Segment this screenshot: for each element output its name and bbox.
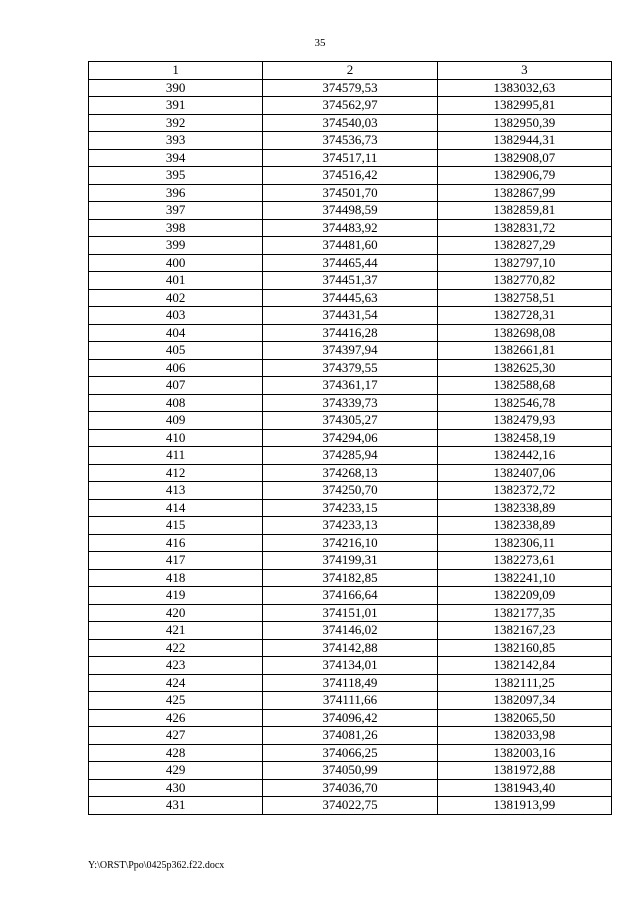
x-coordinate-cell: 374199,31 [263, 552, 437, 570]
x-coordinate-cell: 374216,10 [263, 534, 437, 552]
table-row [89, 307, 612, 325]
x-coordinate-cell: 374379,55 [263, 359, 437, 377]
table-row [89, 744, 612, 762]
table-row [89, 587, 612, 605]
point-number-cell: 429 [89, 762, 263, 780]
point-number-cell: 428 [89, 744, 263, 762]
point-number-cell: 422 [89, 639, 263, 657]
table-row [89, 692, 612, 710]
point-number-cell: 409 [89, 412, 263, 430]
y-coordinate-cell: 1382273,61 [437, 552, 611, 570]
point-number-cell: 405 [89, 342, 263, 360]
point-number-cell: 398 [89, 219, 263, 237]
y-coordinate-cell: 1382065,50 [437, 709, 611, 727]
point-number-cell: 425 [89, 692, 263, 710]
table-row [89, 709, 612, 727]
y-coordinate-cell: 1382458,19 [437, 429, 611, 447]
table-row [89, 97, 612, 115]
point-number-cell: 411 [89, 447, 263, 465]
table-row [89, 499, 612, 517]
y-coordinate-cell: 1382728,31 [437, 307, 611, 325]
y-coordinate-cell: 1382407,06 [437, 464, 611, 482]
table-row [89, 167, 612, 185]
point-number-cell: 402 [89, 289, 263, 307]
y-coordinate-cell: 1382797,10 [437, 254, 611, 272]
table-row [89, 517, 612, 535]
x-coordinate-cell: 374142,88 [263, 639, 437, 657]
x-coordinate-cell: 374096,42 [263, 709, 437, 727]
y-coordinate-cell: 1382859,81 [437, 202, 611, 220]
table-header-row [89, 62, 612, 80]
point-number-cell: 399 [89, 237, 263, 255]
x-coordinate-cell: 374431,54 [263, 307, 437, 325]
y-coordinate-cell: 1382944,31 [437, 132, 611, 150]
y-coordinate-cell: 1382625,30 [437, 359, 611, 377]
point-number-cell: 392 [89, 114, 263, 132]
y-coordinate-cell: 1382033,98 [437, 727, 611, 745]
coordinates-table [88, 61, 612, 815]
x-coordinate-cell: 374250,70 [263, 482, 437, 500]
x-coordinate-cell: 374540,03 [263, 114, 437, 132]
x-coordinate-cell: 374465,44 [263, 254, 437, 272]
x-coordinate-cell: 374050,99 [263, 762, 437, 780]
y-coordinate-cell: 1382906,79 [437, 167, 611, 185]
y-coordinate-cell: 1382338,89 [437, 499, 611, 517]
table-row [89, 272, 612, 290]
x-coordinate-cell: 374416,28 [263, 324, 437, 342]
table-row [89, 359, 612, 377]
table-row [89, 219, 612, 237]
x-coordinate-cell: 374233,13 [263, 517, 437, 535]
point-number-cell: 408 [89, 394, 263, 412]
table-row [89, 114, 612, 132]
y-coordinate-cell: 1382111,25 [437, 674, 611, 692]
table-row [89, 464, 612, 482]
table-row [89, 254, 612, 272]
point-number-cell: 416 [89, 534, 263, 552]
table-row [89, 604, 612, 622]
x-coordinate-cell: 374517,11 [263, 149, 437, 167]
y-coordinate-cell: 1382827,29 [437, 237, 611, 255]
x-coordinate-cell: 374579,53 [263, 79, 437, 97]
x-coordinate-cell: 374166,64 [263, 587, 437, 605]
x-coordinate-cell: 374498,59 [263, 202, 437, 220]
table-row [89, 797, 612, 815]
table-row [89, 674, 612, 692]
table-row [89, 289, 612, 307]
point-number-cell: 396 [89, 184, 263, 202]
column-header: 1 [89, 62, 263, 80]
y-coordinate-cell: 1382241,10 [437, 569, 611, 587]
x-coordinate-cell: 374066,25 [263, 744, 437, 762]
y-coordinate-cell: 1382661,81 [437, 342, 611, 360]
x-coordinate-cell: 374305,27 [263, 412, 437, 430]
y-coordinate-cell: 1382442,16 [437, 447, 611, 465]
table-row [89, 132, 612, 150]
table-row [89, 324, 612, 342]
point-number-cell: 419 [89, 587, 263, 605]
x-coordinate-cell: 374036,70 [263, 779, 437, 797]
x-coordinate-cell: 374294,06 [263, 429, 437, 447]
y-coordinate-cell: 1382479,93 [437, 412, 611, 430]
x-coordinate-cell: 374182,85 [263, 569, 437, 587]
footer-file-path: Y:\ORST\Ppo\0425p362.f22.docx [88, 860, 225, 871]
point-number-cell: 431 [89, 797, 263, 815]
point-number-cell: 423 [89, 657, 263, 675]
table-row [89, 184, 612, 202]
point-number-cell: 404 [89, 324, 263, 342]
table-row [89, 762, 612, 780]
table-row [89, 447, 612, 465]
point-number-cell: 421 [89, 622, 263, 640]
point-number-cell: 400 [89, 254, 263, 272]
x-coordinate-cell: 374111,66 [263, 692, 437, 710]
x-coordinate-cell: 374146,02 [263, 622, 437, 640]
table-row [89, 482, 612, 500]
point-number-cell: 424 [89, 674, 263, 692]
y-coordinate-cell: 1382097,34 [437, 692, 611, 710]
point-number-cell: 418 [89, 569, 263, 587]
point-number-cell: 420 [89, 604, 263, 622]
table-row [89, 412, 612, 430]
y-coordinate-cell: 1382177,35 [437, 604, 611, 622]
point-number-cell: 417 [89, 552, 263, 570]
x-coordinate-cell: 374339,73 [263, 394, 437, 412]
point-number-cell: 394 [89, 149, 263, 167]
point-number-cell: 395 [89, 167, 263, 185]
y-coordinate-cell: 1382698,08 [437, 324, 611, 342]
y-coordinate-cell: 1382338,89 [437, 517, 611, 535]
column-header: 2 [263, 62, 437, 80]
table-row [89, 569, 612, 587]
x-coordinate-cell: 374562,97 [263, 97, 437, 115]
y-coordinate-cell: 1382831,72 [437, 219, 611, 237]
x-coordinate-cell: 374481,60 [263, 237, 437, 255]
point-number-cell: 397 [89, 202, 263, 220]
y-coordinate-cell: 1381913,99 [437, 797, 611, 815]
x-coordinate-cell: 374118,49 [263, 674, 437, 692]
x-coordinate-cell: 374445,63 [263, 289, 437, 307]
point-number-cell: 430 [89, 779, 263, 797]
y-coordinate-cell: 1382758,51 [437, 289, 611, 307]
table-body [89, 79, 612, 814]
y-coordinate-cell: 1382306,11 [437, 534, 611, 552]
table-row [89, 727, 612, 745]
table-row [89, 149, 612, 167]
y-coordinate-cell: 1382950,39 [437, 114, 611, 132]
x-coordinate-cell: 374516,42 [263, 167, 437, 185]
page-number: 35 [314, 37, 326, 49]
table-row [89, 237, 612, 255]
x-coordinate-cell: 374361,17 [263, 377, 437, 395]
point-number-cell: 401 [89, 272, 263, 290]
y-coordinate-cell: 1382546,78 [437, 394, 611, 412]
y-coordinate-cell: 1382003,16 [437, 744, 611, 762]
point-number-cell: 390 [89, 79, 263, 97]
y-coordinate-cell: 1382995,81 [437, 97, 611, 115]
point-number-cell: 403 [89, 307, 263, 325]
y-coordinate-cell: 1381943,40 [437, 779, 611, 797]
y-coordinate-cell: 1382770,82 [437, 272, 611, 290]
point-number-cell: 406 [89, 359, 263, 377]
x-coordinate-cell: 374151,01 [263, 604, 437, 622]
table-row [89, 79, 612, 97]
point-number-cell: 413 [89, 482, 263, 500]
x-coordinate-cell: 374081,26 [263, 727, 437, 745]
table-row [89, 639, 612, 657]
x-coordinate-cell: 374285,94 [263, 447, 437, 465]
point-number-cell: 415 [89, 517, 263, 535]
x-coordinate-cell: 374022,75 [263, 797, 437, 815]
y-coordinate-cell: 1382908,07 [437, 149, 611, 167]
column-header: 3 [437, 62, 611, 80]
x-coordinate-cell: 374451,37 [263, 272, 437, 290]
table-row [89, 429, 612, 447]
table-row [89, 377, 612, 395]
table-row [89, 779, 612, 797]
table-row [89, 622, 612, 640]
x-coordinate-cell: 374233,15 [263, 499, 437, 517]
point-number-cell: 410 [89, 429, 263, 447]
x-coordinate-cell: 374397,94 [263, 342, 437, 360]
point-number-cell: 414 [89, 499, 263, 517]
y-coordinate-cell: 1382142,84 [437, 657, 611, 675]
x-coordinate-cell: 374483,92 [263, 219, 437, 237]
y-coordinate-cell: 1382160,85 [437, 639, 611, 657]
point-number-cell: 391 [89, 97, 263, 115]
table-row [89, 534, 612, 552]
y-coordinate-cell: 1382372,72 [437, 482, 611, 500]
x-coordinate-cell: 374536,73 [263, 132, 437, 150]
point-number-cell: 393 [89, 132, 263, 150]
y-coordinate-cell: 1382167,23 [437, 622, 611, 640]
point-number-cell: 426 [89, 709, 263, 727]
point-number-cell: 427 [89, 727, 263, 745]
y-coordinate-cell: 1382209,09 [437, 587, 611, 605]
table-row [89, 202, 612, 220]
x-coordinate-cell: 374134,01 [263, 657, 437, 675]
y-coordinate-cell: 1382867,99 [437, 184, 611, 202]
x-coordinate-cell: 374501,70 [263, 184, 437, 202]
table-row [89, 394, 612, 412]
point-number-cell: 412 [89, 464, 263, 482]
table-row [89, 657, 612, 675]
point-number-cell: 407 [89, 377, 263, 395]
table-row [89, 552, 612, 570]
y-coordinate-cell: 1382588,68 [437, 377, 611, 395]
x-coordinate-cell: 374268,13 [263, 464, 437, 482]
y-coordinate-cell: 1381972,88 [437, 762, 611, 780]
table-row [89, 342, 612, 360]
y-coordinate-cell: 1383032,63 [437, 79, 611, 97]
